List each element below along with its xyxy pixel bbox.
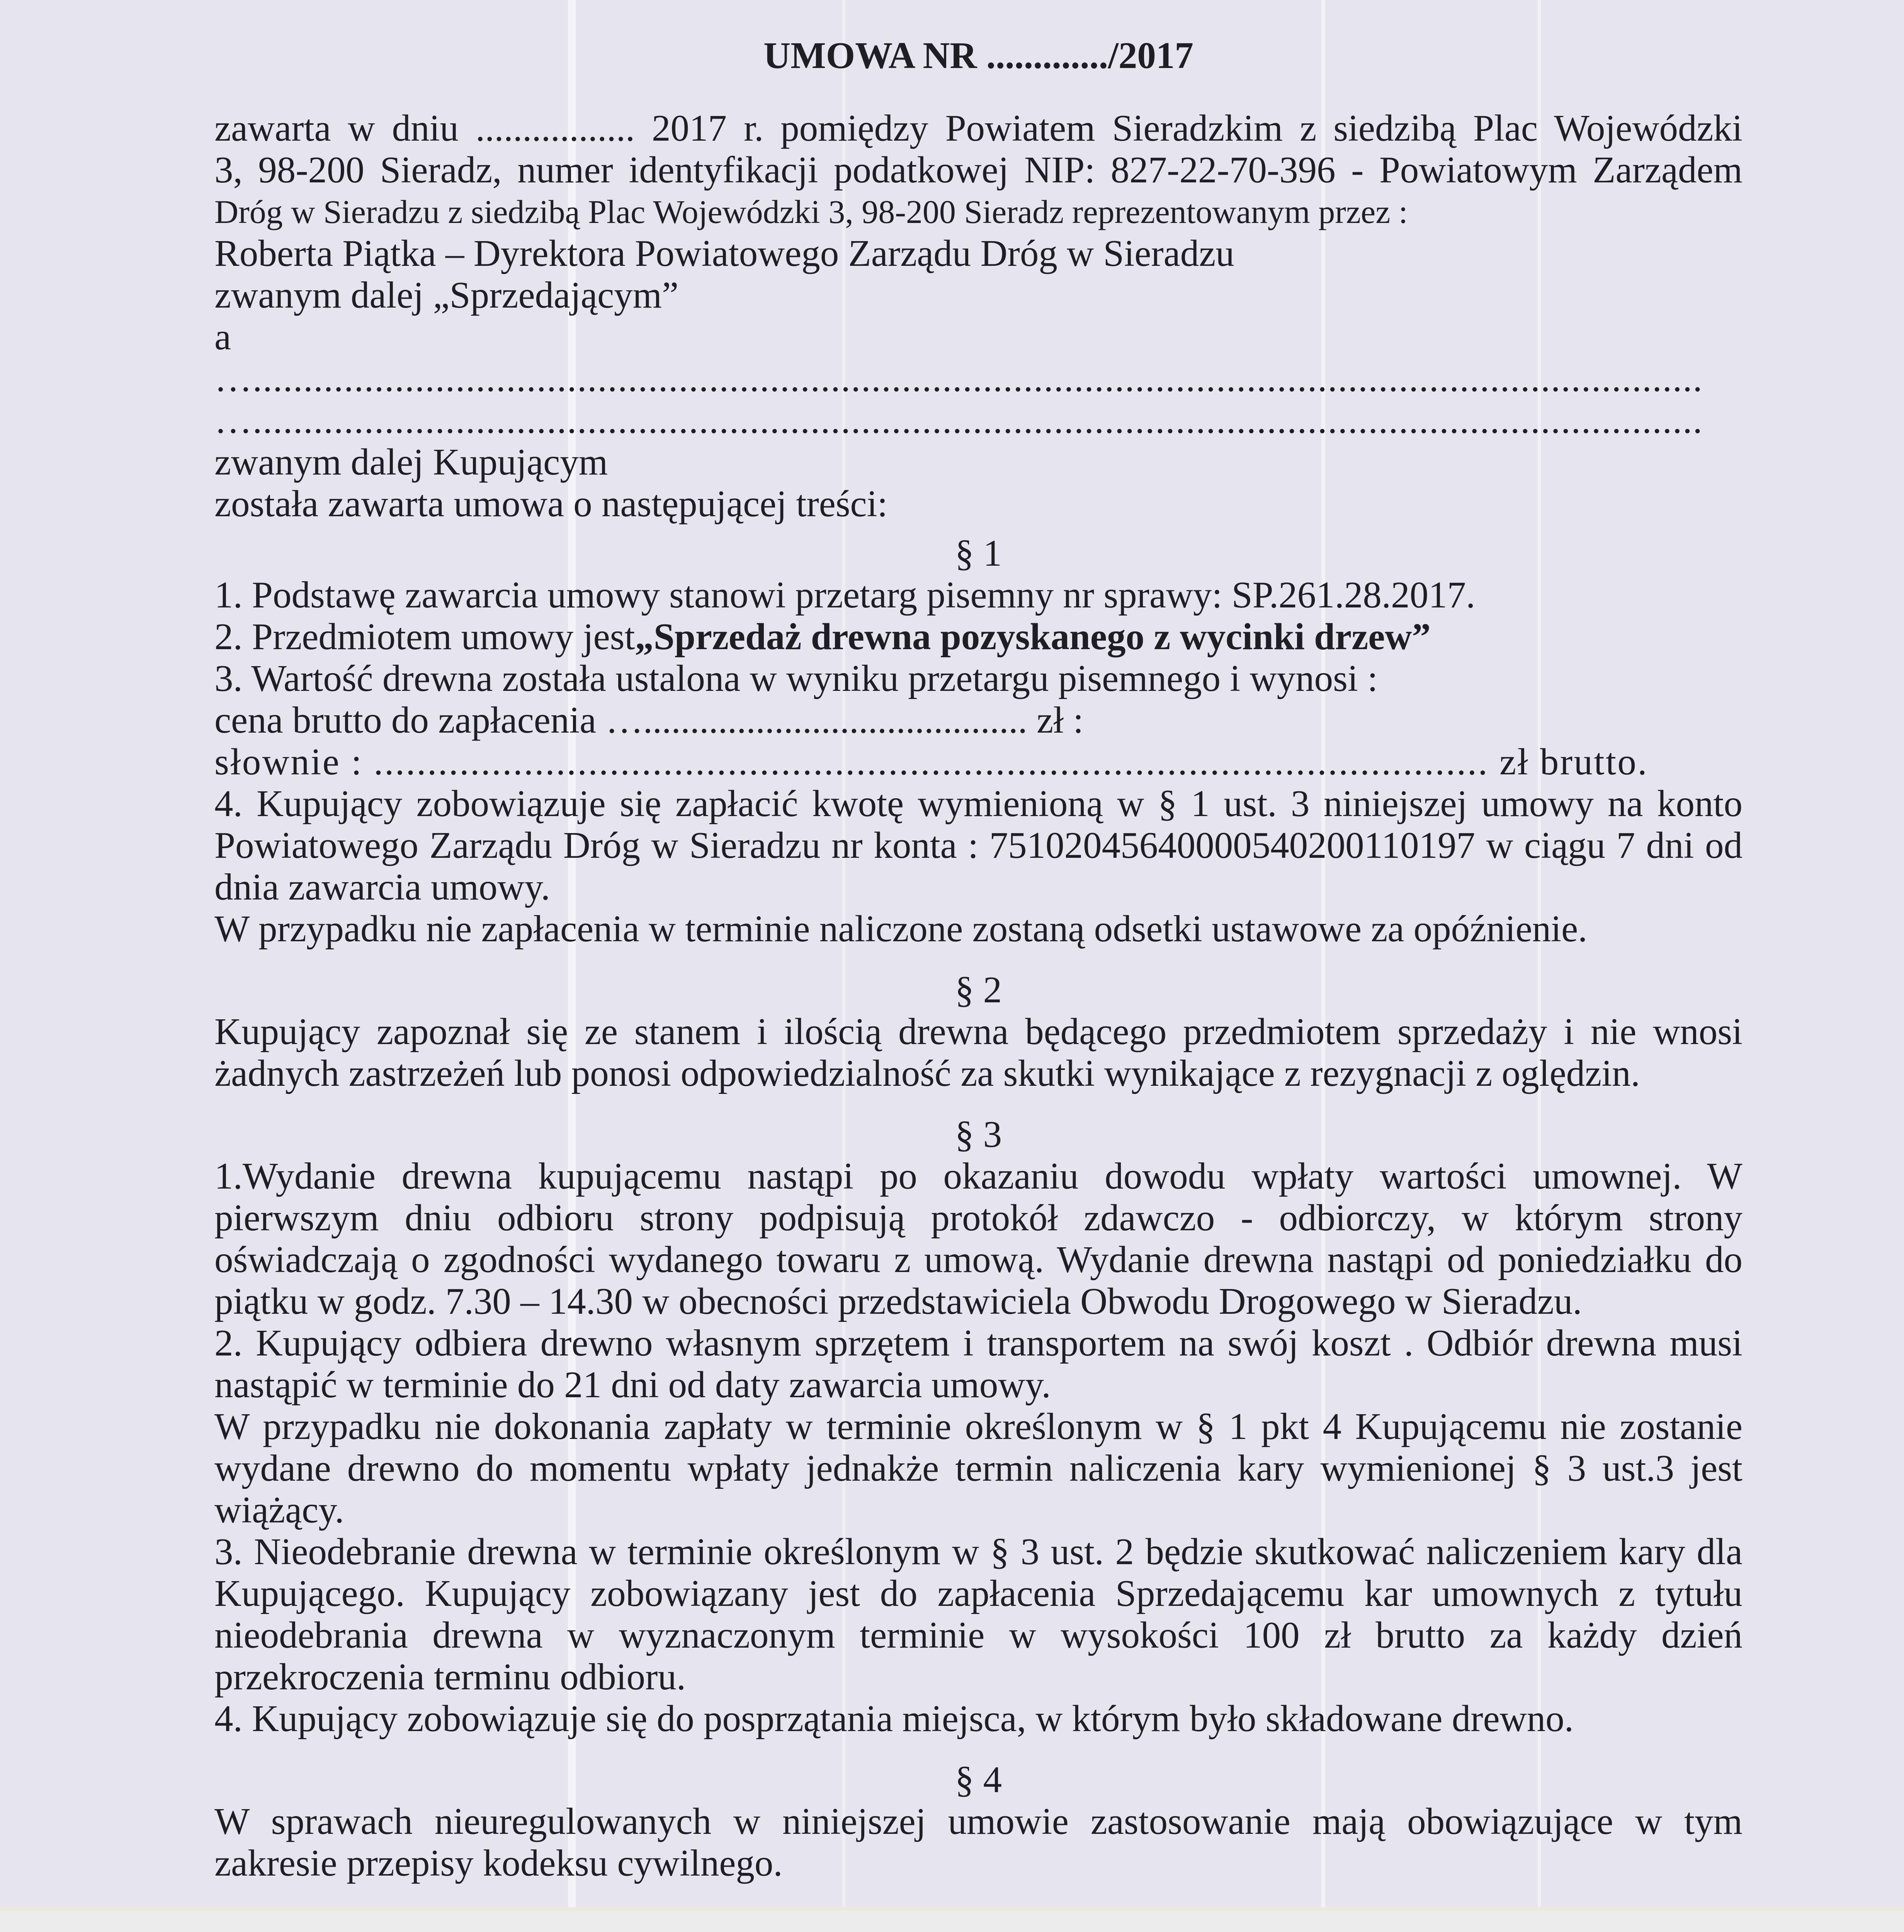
late-payment-clause: W przypadku nie zapłacenia w terminie naliczone zostaną odsetki ustawowe za opóźnienie. — [214, 908, 1588, 949]
section-3-line: pierwszym dniu odbioru strony podpisują protokół zdawczo - odbiorczy, w którym strony — [214, 1197, 1742, 1238]
section-3-heading: § 3 — [955, 1114, 1002, 1155]
section-4-line: zakresie przepisy kodeksu cywilnego. — [214, 1842, 783, 1884]
buyer-blank-line-1: …............................................................................................................................................... — [214, 358, 1703, 399]
preamble-line: Dróg w Sieradzu z siedzibą Plac Wojewódzki 3, 98-200 Sieradz reprezentowanym przez : — [214, 193, 1408, 230]
section-1-item-4: 4. Kupujący zobowiązuje się zapłacić kwotę wymienioną w § 1 ust. 3 niniejszej umowy na konto — [214, 783, 1742, 824]
text-column — [214, 35, 1742, 1884]
section-3-line: przekroczenia terminu odbioru. — [214, 1656, 686, 1697]
section-3-line: oświadczają o zgodności wydanego towaru z umową. Wydanie drewna nastąpi od poniedziałku do — [214, 1239, 1742, 1280]
representative-line: Roberta Piątka – Dyrektora Powiatowego Zarządu Dróg w Sieradzu — [214, 233, 1234, 274]
section-2-line: żadnych zastrzeżeń lub ponosi odpowiedzialność za skutki wynikające z rezygnacji z oględzin. — [214, 1053, 1640, 1094]
section-1-heading: § 1 — [955, 532, 1002, 574]
section-3-line: piątku w godz. 7.30 – 14.30 w obecności przedstawiciela Obwodu Drogowego w Sieradzu. — [214, 1281, 1582, 1322]
subject-of-contract: „Sprzedaż drewna pozyskanego z wycinki drzew” — [635, 616, 1431, 657]
preamble-line: zawarta w dniu ................. 2017 r. pomiędzy Powiatem Sieradzkim z siedzibą Plac Wojewódzki — [214, 107, 1742, 149]
section-1-item-2 — [214, 616, 1742, 658]
section-3-line: 4. Kupujący zobowiązuje się do posprzątania miejsca, w którym było składowane drewno. — [214, 1698, 1574, 1739]
page-bottom-margin — [0, 1910, 1904, 1930]
section-2-line: Kupujący zapoznał się ze stanem i ilością drewna będącego przedmiotem sprzedaży i nie wnosi — [214, 1011, 1742, 1052]
preamble-closing: została zawarta umowa o następującej treści: — [214, 483, 888, 524]
section-1-item-3: 3. Wartość drewna została ustalona w wyniku przetargu pisemnego i wynosi : — [214, 658, 1378, 699]
price-in-words-blank: słownie : ........................................................................................................ zł brutto. — [214, 741, 1649, 782]
section-3-line: 3. Nieodebranie drewna w terminie określonym w § 3 ust. 2 będzie skutkować naliczeniem kary dla — [214, 1531, 1742, 1572]
section-3-line: 2. Kupujący odbiera drewno własnym sprzętem i transportem na swój koszt . Odbiór drewna musi — [214, 1322, 1742, 1364]
section-3-line: wiążący. — [214, 1489, 344, 1531]
buyer-blank-line-2: …............................................................................................................................................... — [214, 400, 1703, 441]
preamble-line: 3, 98-200 Sieradz, numer identyfikacji podatkowej NIP: 827-22-70-396 - Powiatowym Zarządem — [214, 149, 1742, 190]
section-3-line: Kupującego. Kupujący zobowiązany jest do zapłacenia Sprzedającemu kar umownych z tytułu — [214, 1573, 1742, 1614]
document-title: UMOWA NR ............./2017 — [763, 35, 1193, 76]
section-1-line: dnia zawarcia umowy. — [214, 866, 551, 908]
seller-designation: zwanym dalej „Sprzedającym” — [214, 274, 679, 316]
conjunction-a: a — [214, 316, 231, 357]
section-3-line: W przypadku nie dokonania zapłaty w terminie określonym w § 1 pkt 4 Kupującemu nie zostanie — [214, 1406, 1742, 1447]
section-3-line: 1.Wydanie drewna kupującemu nastąpi po okazaniu dowodu wpłaty wartości umownej. W — [214, 1155, 1742, 1197]
section-3-line: wydane drewno do momentu wpłaty jednakże termin naliczenia kary wymienionej § 3 ust.3 jest — [214, 1447, 1742, 1489]
section-3-line: nastąpić w terminie do 21 dni od daty zawarcia umowy. — [214, 1364, 1051, 1405]
buyer-designation: zwanym dalej Kupującym — [214, 441, 608, 483]
section-4-heading: § 4 — [955, 1759, 1002, 1800]
section-1-item-1: 1. Podstawę zawarcia umowy stanowi przetarg pisemny nr sprawy: SP.261.28.2017. — [214, 574, 1476, 616]
section-4-line: W sprawach nieuregulowanych w niniejszej umowie zastosowanie mają obowiązujące w tym — [214, 1801, 1742, 1842]
bank-account-line: Powiatowego Zarządu Dróg w Sieradzu nr konta : 75102045640000540200110197 w ciągu 7 dni od — [214, 825, 1742, 866]
gross-price-blank: cena brutto do zapłacenia …......................................... zł : — [214, 699, 1084, 741]
section-2-heading: § 2 — [955, 969, 1002, 1010]
section-3-line: nieodebrania drewna w wyznaczonym terminie w wysokości 100 zł brutto za każdy dzień — [214, 1614, 1742, 1656]
section-1-item-2-prefix: 2. Przedmiotem umowy jest — [214, 616, 635, 657]
